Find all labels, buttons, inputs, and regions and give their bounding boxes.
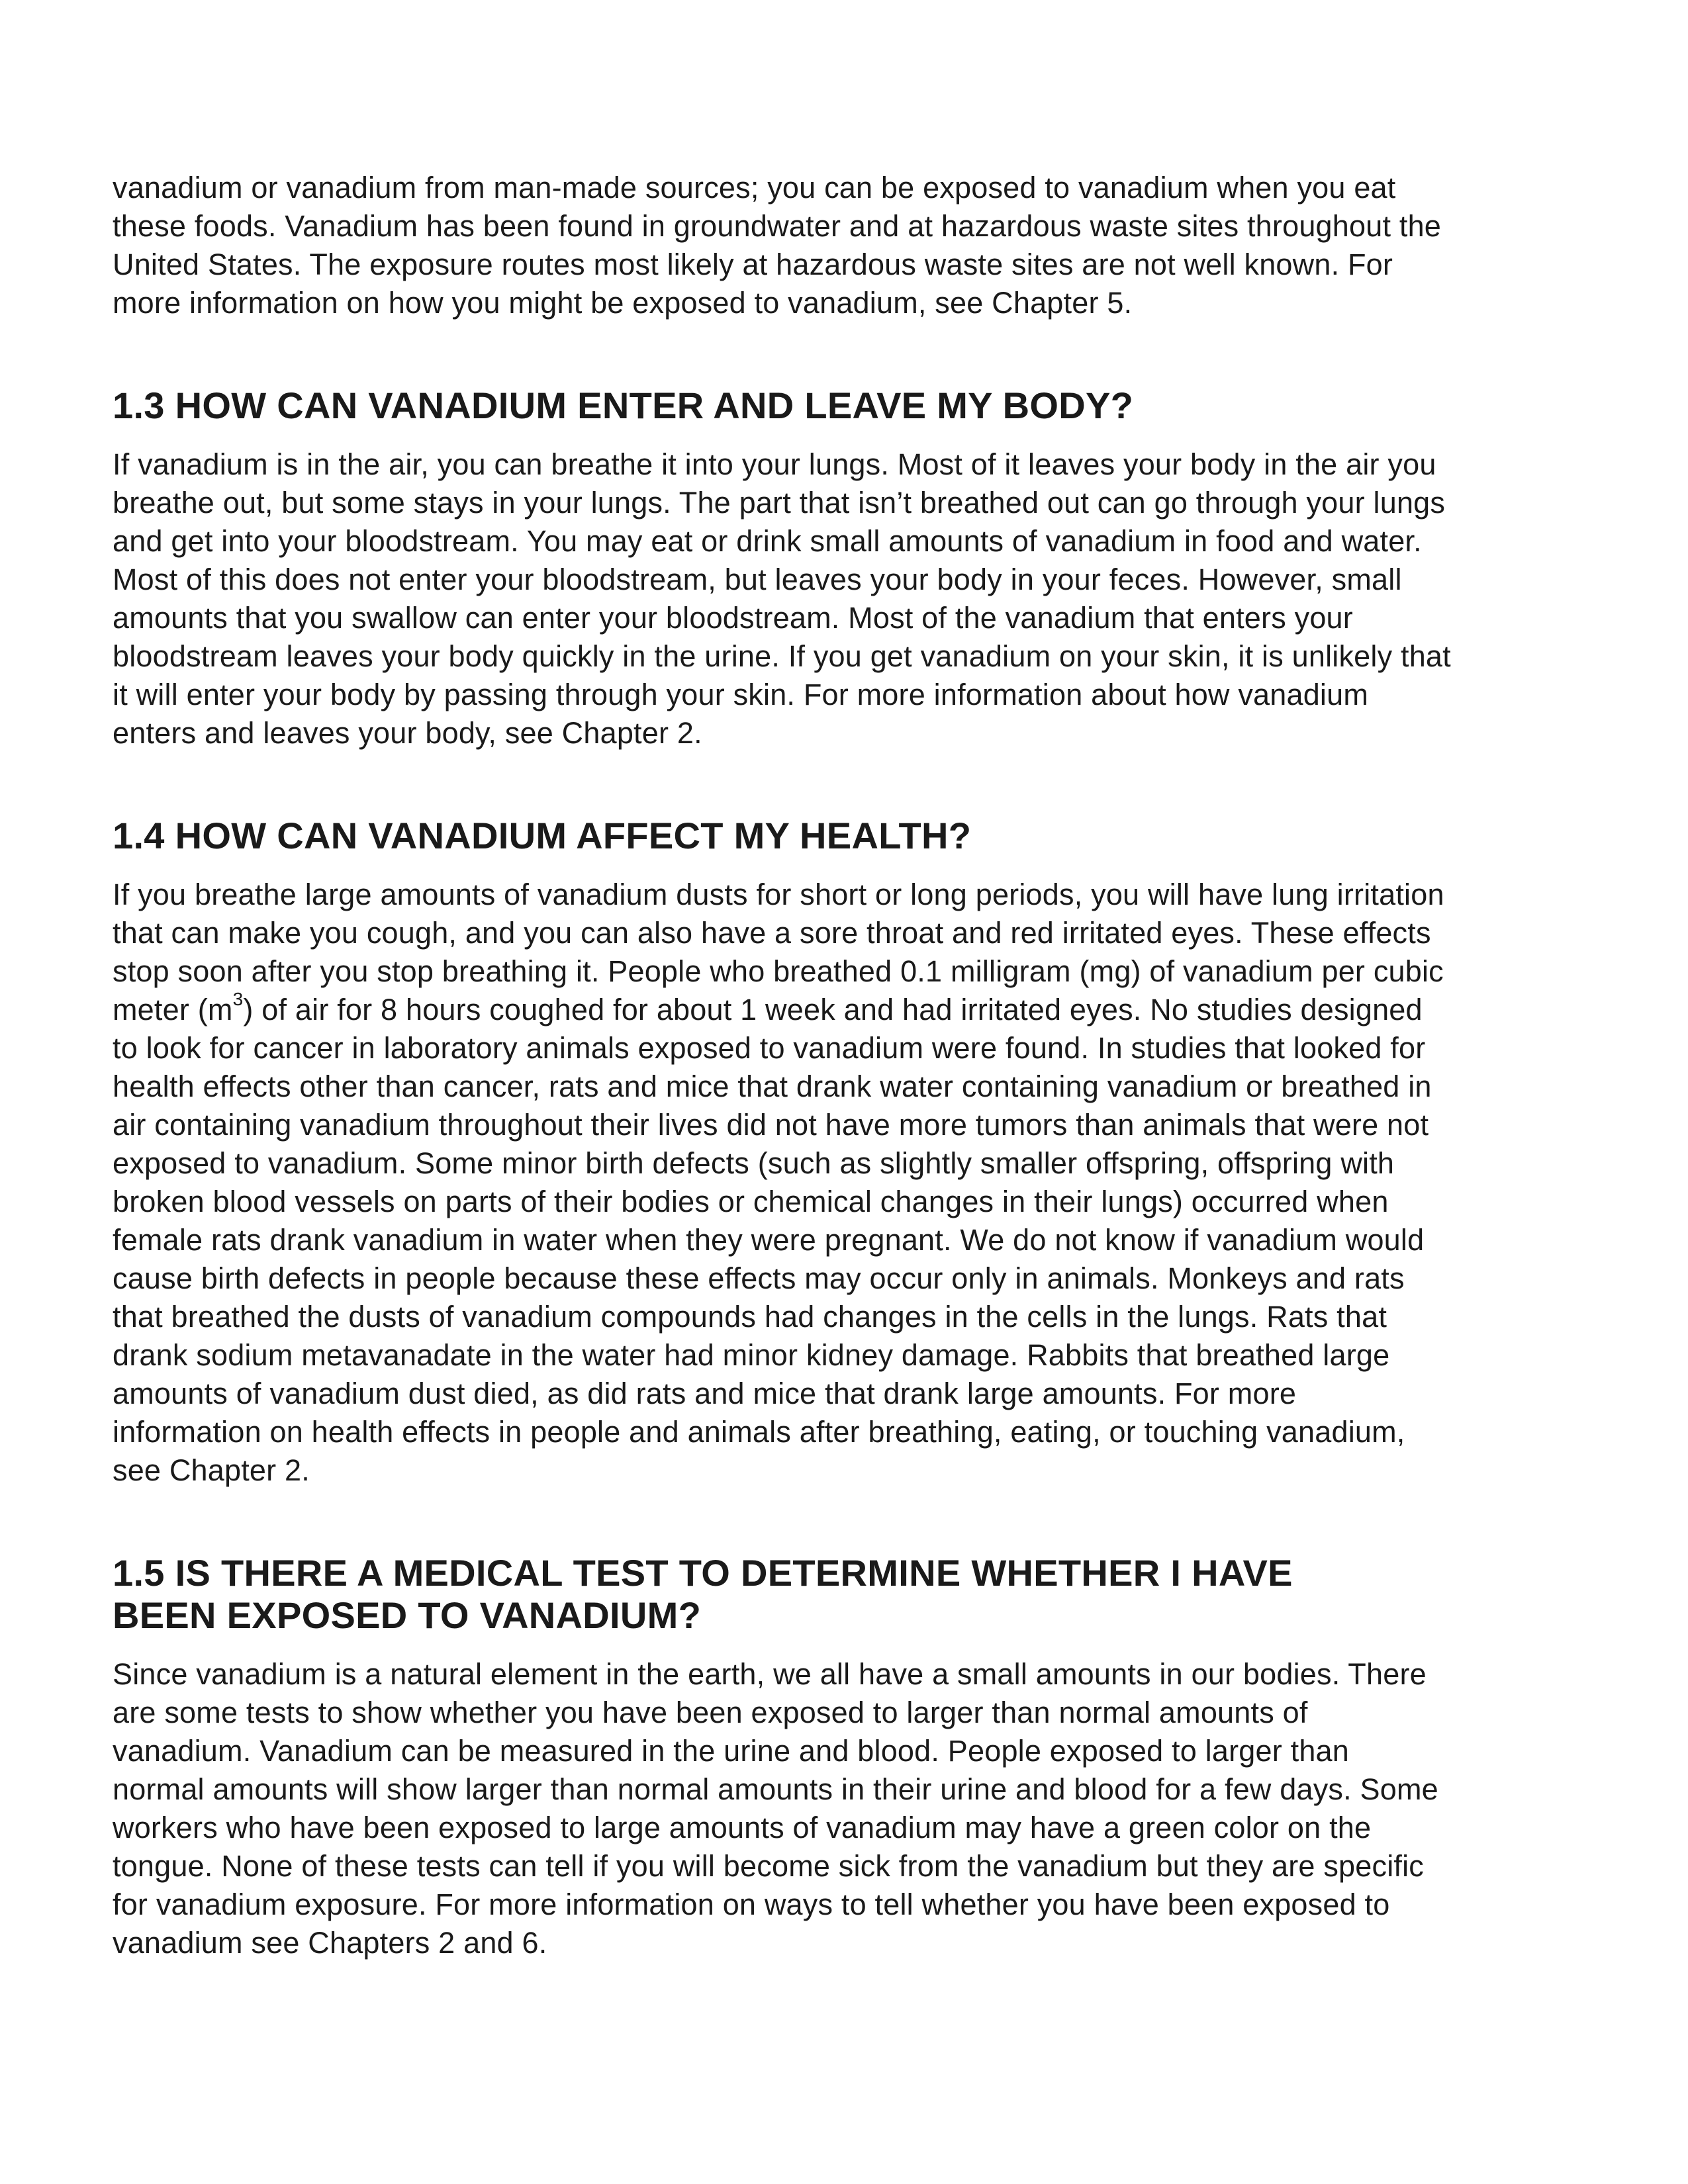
text-line: enters and leaves your body, see Chapter 2. <box>113 716 702 750</box>
text-line: that breathed the dusts of vanadium compounds had changes in the cells in the lungs. Rats that <box>113 1300 1387 1334</box>
text-line: amounts of vanadium dust died, as did rats and mice that drank large amounts. For more <box>113 1377 1297 1410</box>
text-line: If vanadium is in the air, you can breathe it into your lungs. Most of it leaves your body in the air you <box>113 447 1436 481</box>
text-line: female rats drank vanadium in water when they were pregnant. We do not know if vanadium would <box>113 1223 1425 1257</box>
text-line: health effects other than cancer, rats and mice that drank water containing vanadium or breathed in <box>113 1069 1432 1103</box>
text-line: more information on how you might be exposed to vanadium, see Chapter 5. <box>113 286 1133 320</box>
text-line: normal amounts will show larger than normal amounts in their urine and blood for a few days. Some <box>113 1772 1438 1806</box>
text-line: that can make you cough, and you can also have a sore throat and red irritated eyes. These effects <box>113 916 1431 950</box>
text-line: vanadium or vanadium from man-made sources; you can be exposed to vanadium when you eat <box>113 171 1396 205</box>
text-line: Since vanadium is a natural element in the earth, we all have a small amounts in our bodies. There <box>113 1657 1427 1691</box>
text-line: see Chapter 2. <box>113 1453 310 1487</box>
text-line: If you breathe large amounts of vanadium dusts for short or long periods, you will have lung irritation <box>113 878 1444 911</box>
text-line: breathe out, but some stays in your lungs. The part that isn’t breathed out can go through your lungs <box>113 486 1446 520</box>
text-line: United States. The exposure routes most likely at hazardous waste sites are not well known. For <box>113 248 1393 281</box>
text-line: vanadium. Vanadium can be measured in the urine and blood. People exposed to larger than <box>113 1734 1350 1768</box>
text-line: these foods. Vanadium has been found in groundwater and at hazardous waste sites throughout the <box>113 209 1442 243</box>
text-line: workers who have been exposed to large amounts of vanadium may have a green color on the <box>113 1811 1372 1844</box>
text-line <box>113 991 1589 1029</box>
text-line: amounts that you swallow can enter your bloodstream. Most of the vanadium that enters your <box>113 601 1353 635</box>
section-heading-1-3: 1.3 HOW CAN VANADIUM ENTER AND LEAVE MY BODY? <box>113 385 1134 426</box>
text-line: cause birth defects in people because these effects may occur only in animals. Monkeys and rats <box>113 1261 1405 1295</box>
text-line: drank sodium metavanadate in the water had minor kidney damage. Rabbits that breathed large <box>113 1338 1390 1372</box>
text-line: vanadium see Chapters 2 and 6. <box>113 1926 547 1960</box>
text-line: are some tests to show whether you have been exposed to larger than normal amounts of <box>113 1696 1308 1729</box>
section-heading-1-5 <box>113 1552 1589 1637</box>
text-line: air containing vanadium throughout their lives did not have more tumors than animals that were not <box>113 1108 1429 1142</box>
section-heading-1-4: 1.4 HOW CAN VANADIUM AFFECT MY HEALTH? <box>113 815 972 856</box>
unit-prefix-text: meter (m <box>113 993 233 1026</box>
heading-line: 1.5 IS THERE A MEDICAL TEST TO DETERMINE WHETHER I HAVE <box>113 1552 1293 1594</box>
section-1-3-paragraph <box>113 445 1589 752</box>
text-line: stop soon after you stop breathing it. People who breathed 0.1 milligram (mg) of vanadium per cubic <box>113 954 1444 988</box>
text-line: and get into your bloodstream. You may eat or drink small amounts of vanadium in food and water. <box>113 524 1422 558</box>
text-line: exposed to vanadium. Some minor birth defects (such as slightly smaller offspring, offspring with <box>113 1146 1395 1180</box>
unit-suffix-text: ) of air for 8 hours coughed for about 1 week and had irritated eyes. No studies designed <box>243 993 1423 1026</box>
section-1-5-paragraph <box>113 1655 1589 1962</box>
section-1-4-paragraph <box>113 876 1589 1490</box>
intro-paragraph <box>113 169 1589 322</box>
text-line: bloodstream leaves your body quickly in the urine. If you get vanadium on your skin, it is unlikely that <box>113 639 1451 673</box>
text-line: it will enter your body by passing through your skin. For more information about how vanadium <box>113 678 1369 711</box>
text-line: information on health effects in people and animals after breathing, eating, or touching vanadium, <box>113 1415 1405 1449</box>
text-line: broken blood vessels on parts of their bodies or chemical changes in their lungs) occurred when <box>113 1185 1389 1218</box>
text-line: Most of this does not enter your bloodstream, but leaves your body in your feces. However, small <box>113 563 1402 596</box>
heading-line: BEEN EXPOSED TO VANADIUM? <box>113 1594 702 1636</box>
document-page <box>113 169 1589 1962</box>
text-line: to look for cancer in laboratory animals exposed to vanadium were found. In studies that looked for <box>113 1031 1426 1065</box>
text-line: for vanadium exposure. For more information on ways to tell whether you have been exposed to <box>113 1888 1390 1921</box>
cubic-superscript: 3 <box>232 989 244 1009</box>
text-line: tongue. None of these tests can tell if you will become sick from the vanadium but they are specific <box>113 1849 1424 1883</box>
